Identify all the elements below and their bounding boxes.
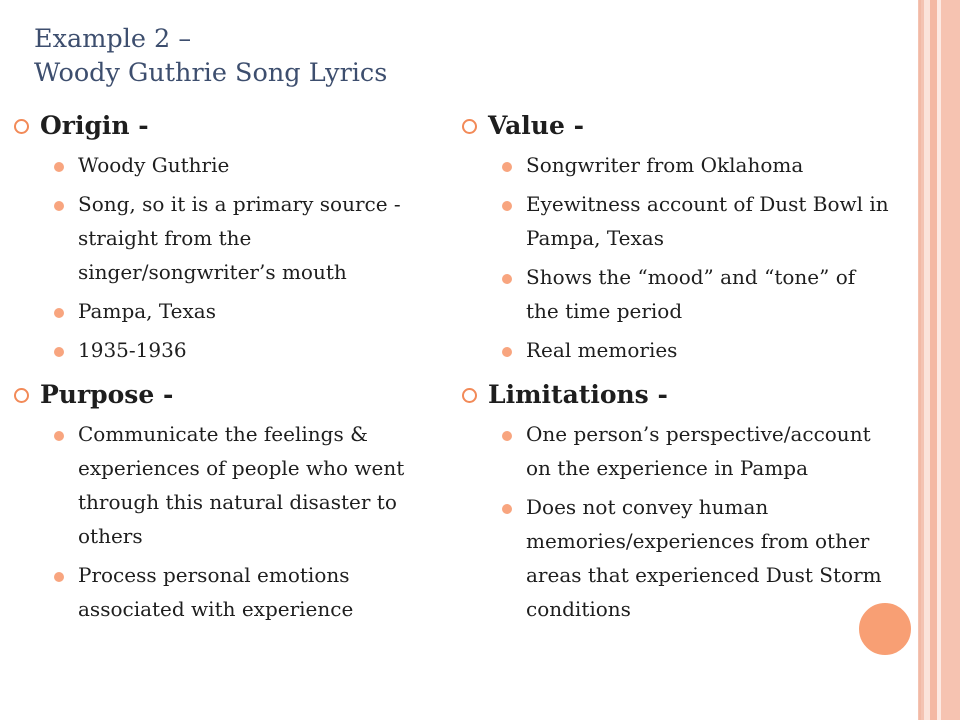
dot-bullet-icon — [54, 162, 64, 172]
list-item-text: 1935-1936 — [78, 338, 187, 362]
dot-bullet-icon — [502, 162, 512, 172]
list-item — [462, 417, 894, 485]
list-item-text: Real memories — [526, 338, 678, 362]
stripe — [941, 0, 960, 720]
right-column — [462, 106, 894, 634]
origin-list — [14, 148, 434, 367]
list-item — [462, 148, 894, 182]
list-item — [14, 558, 434, 626]
value-heading-text: Value - — [488, 111, 584, 140]
dot-bullet-icon — [502, 274, 512, 284]
limitations-heading — [462, 375, 894, 415]
dot-bullet-icon — [502, 431, 512, 441]
ring-bullet-icon — [462, 388, 477, 403]
left-column — [14, 106, 434, 634]
list-item-text: Woody Guthrie — [78, 153, 230, 177]
limitations-heading-text: Limitations - — [488, 380, 668, 409]
dot-bullet-icon — [54, 201, 64, 211]
list-item — [462, 260, 894, 328]
list-item-text: Does not convey human memories/experiences from other areas that experienced Dust Storm conditions — [526, 495, 882, 621]
dot-bullet-icon — [502, 347, 512, 357]
list-item — [462, 490, 894, 626]
list-item-text: Song, so it is a primary source - straight from the singer/songwriter’s mouth — [78, 192, 401, 284]
ring-bullet-icon — [462, 119, 477, 134]
list-item-text: Communicate the feelings & experiences of people who went through this natural disaster to others — [78, 422, 405, 548]
title-line-2: Woody Guthrie Song Lyrics — [34, 58, 388, 88]
list-item — [14, 333, 434, 367]
purpose-heading — [14, 375, 434, 415]
dot-bullet-icon — [54, 572, 64, 582]
purpose-section — [14, 375, 434, 626]
list-item-text: Process personal emotions associated with experience — [78, 563, 354, 621]
list-item — [462, 333, 894, 367]
list-item-text: Shows the “mood” and “tone” of the time period — [526, 265, 856, 323]
stripe — [930, 0, 937, 720]
value-list — [462, 148, 894, 367]
dot-bullet-icon — [502, 504, 512, 514]
dot-bullet-icon — [54, 347, 64, 357]
list-item — [462, 187, 894, 255]
value-section — [462, 106, 894, 367]
list-item — [14, 148, 434, 182]
purpose-heading-text: Purpose - — [40, 380, 174, 409]
list-item-text: One person’s perspective/account on the experience in Pampa — [526, 422, 871, 480]
frame-line — [919, 0, 921, 720]
ring-bullet-icon — [14, 119, 29, 134]
origin-heading-text: Origin - — [40, 111, 149, 140]
dot-bullet-icon — [502, 201, 512, 211]
decorative-stripes — [918, 0, 960, 720]
list-item — [14, 294, 434, 328]
limitations-section — [462, 375, 894, 626]
value-heading — [462, 106, 894, 146]
title-line-1: Example 2 – — [34, 24, 192, 54]
origin-section — [14, 106, 434, 367]
list-item — [14, 187, 434, 289]
ring-bullet-icon — [14, 388, 29, 403]
list-item-text: Eyewitness account of Dust Bowl in Pampa, Texas — [526, 192, 889, 250]
list-item-text: Pampa, Texas — [78, 299, 216, 323]
list-item — [14, 417, 434, 553]
dot-bullet-icon — [54, 308, 64, 318]
dot-bullet-icon — [54, 431, 64, 441]
limitations-list — [462, 417, 894, 626]
slide-title — [34, 22, 854, 90]
list-item-text: Songwriter from Oklahoma — [526, 153, 804, 177]
origin-heading — [14, 106, 434, 146]
purpose-list — [14, 417, 434, 626]
